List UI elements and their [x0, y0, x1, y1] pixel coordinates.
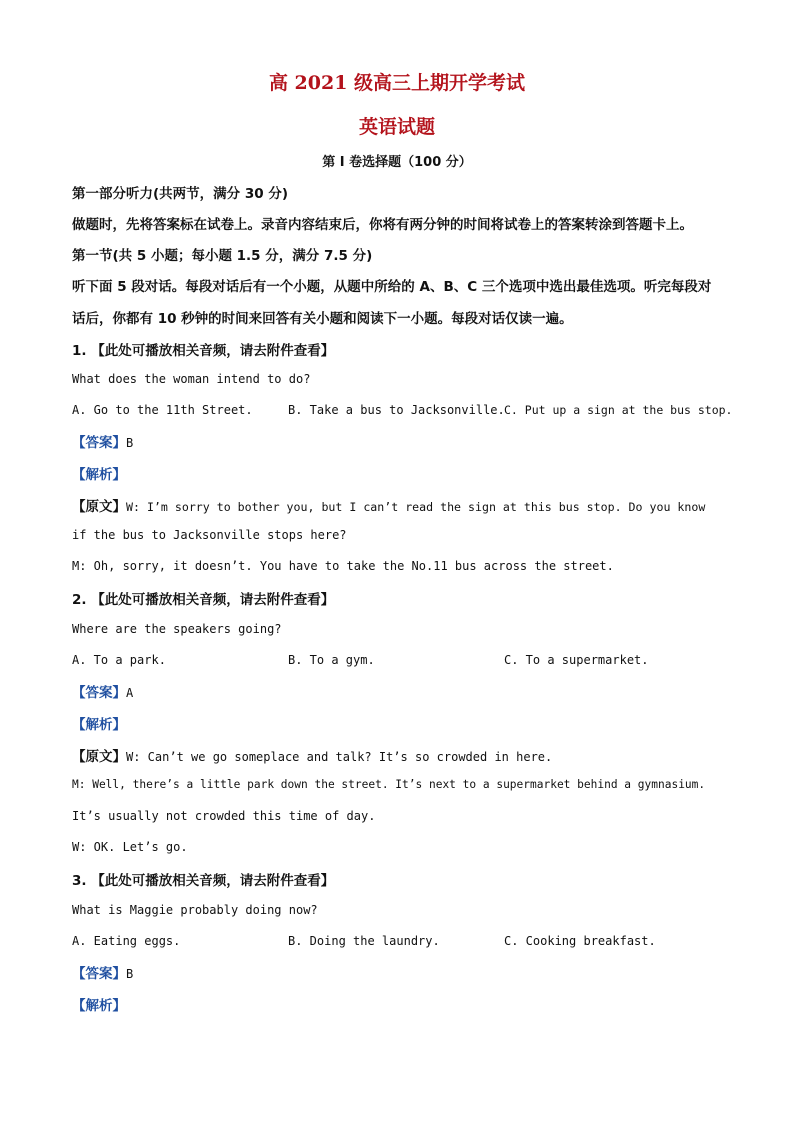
- sub-section-heading: 第一节(共 5 小题；每小题 1.5 分，满分 7.5 分): [72, 248, 373, 264]
- question-1-option-b: B. Take a bus to Jacksonville.: [288, 403, 505, 417]
- question-2-option-a: A. To a park.: [72, 653, 166, 667]
- question-3-option-a: A. Eating eggs.: [72, 934, 181, 948]
- exam-title: 高 2021 级高三上期开学考试: [268, 72, 526, 94]
- answer-value: A: [126, 686, 134, 700]
- answer-tag: 【答案】: [72, 966, 126, 982]
- directions-line-1: 听下面 5 段对话。每段对话后有一个小题，从题中所给的 A、B、C 三个选项中选出最佳选项。听完每段对: [72, 279, 712, 295]
- question-1-option-c: C. Put up a sign at the bus stop.: [504, 403, 733, 417]
- question-2-transcript-line-1: [72, 745, 552, 765]
- question-2-prompt: Where are the speakers going?: [72, 622, 282, 636]
- question-1-analysis-tag: 【解析】: [72, 467, 126, 483]
- section-heading: 第一部分听力(共两节，满分 30 分): [72, 186, 289, 202]
- question-2-answer: [72, 681, 133, 701]
- question-2-header: 2. 【此处可播放相关音频，请去附件查看】: [72, 592, 335, 608]
- question-2-transcript-line-3: It’s usually not crowded this time of day.: [72, 809, 376, 823]
- question-2-option-c: C. To a supermarket.: [504, 653, 649, 667]
- transcript-text: W: I’m sorry to bother you, but I can’t read the sign at this bus stop. Do you know: [126, 500, 706, 514]
- question-3-option-c: C. Cooking breakfast.: [504, 934, 656, 948]
- question-1-transcript-line-2: if the bus to Jacksonville stops here?: [72, 528, 347, 542]
- transcript-tag: 【原文】: [72, 499, 126, 515]
- section-instruction: 做题时，先将答案标在试卷上。录音内容结束后，你将有两分钟的时间将试卷上的答案转涂到答题卡上。: [72, 217, 693, 233]
- question-3-option-b: B. Doing the laundry.: [288, 934, 440, 948]
- transcript-tag: 【原文】: [72, 749, 126, 765]
- question-1-header: 1. 【此处可播放相关音频，请去附件查看】: [72, 343, 335, 359]
- answer-value: B: [126, 436, 134, 450]
- question-3-prompt: What is Maggie probably doing now?: [72, 903, 318, 917]
- question-1-transcript-line-1: [72, 495, 705, 515]
- answer-tag: 【答案】: [72, 685, 126, 701]
- question-1-answer: [72, 431, 133, 451]
- question-3-header: 3. 【此处可播放相关音频，请去附件查看】: [72, 873, 335, 889]
- subject-title: 英语试题: [358, 116, 435, 138]
- question-2-analysis-tag: 【解析】: [72, 717, 126, 733]
- question-2-transcript-line-2: M: Well, there’s a little park down the street. It’s next to a supermarket behind a gymnasium.: [72, 778, 706, 791]
- question-2-transcript-line-4: W: OK. Let’s go.: [72, 840, 188, 854]
- answer-tag: 【答案】: [72, 435, 126, 451]
- directions-line-2: 话后，你都有 10 秒钟的时间来回答有关小题和阅读下一小题。每段对话仅读一遍。: [72, 311, 573, 327]
- answer-value: B: [126, 967, 134, 981]
- question-1-option-a: A. Go to the 11th Street.: [72, 403, 253, 417]
- question-1-prompt: What does the woman intend to do?: [72, 372, 311, 386]
- transcript-text: W: Can’t we go someplace and talk? It’s so crowded in here.: [126, 750, 553, 764]
- question-2-option-b: B. To a gym.: [288, 653, 375, 667]
- part-title: 第 I 卷选择题（100 分）: [322, 155, 472, 170]
- question-1-transcript-line-3: M: Oh, sorry, it doesn’t. You have to take the No.11 bus across the street.: [72, 559, 614, 573]
- question-3-answer: [72, 962, 133, 982]
- question-3-analysis-tag: 【解析】: [72, 998, 126, 1014]
